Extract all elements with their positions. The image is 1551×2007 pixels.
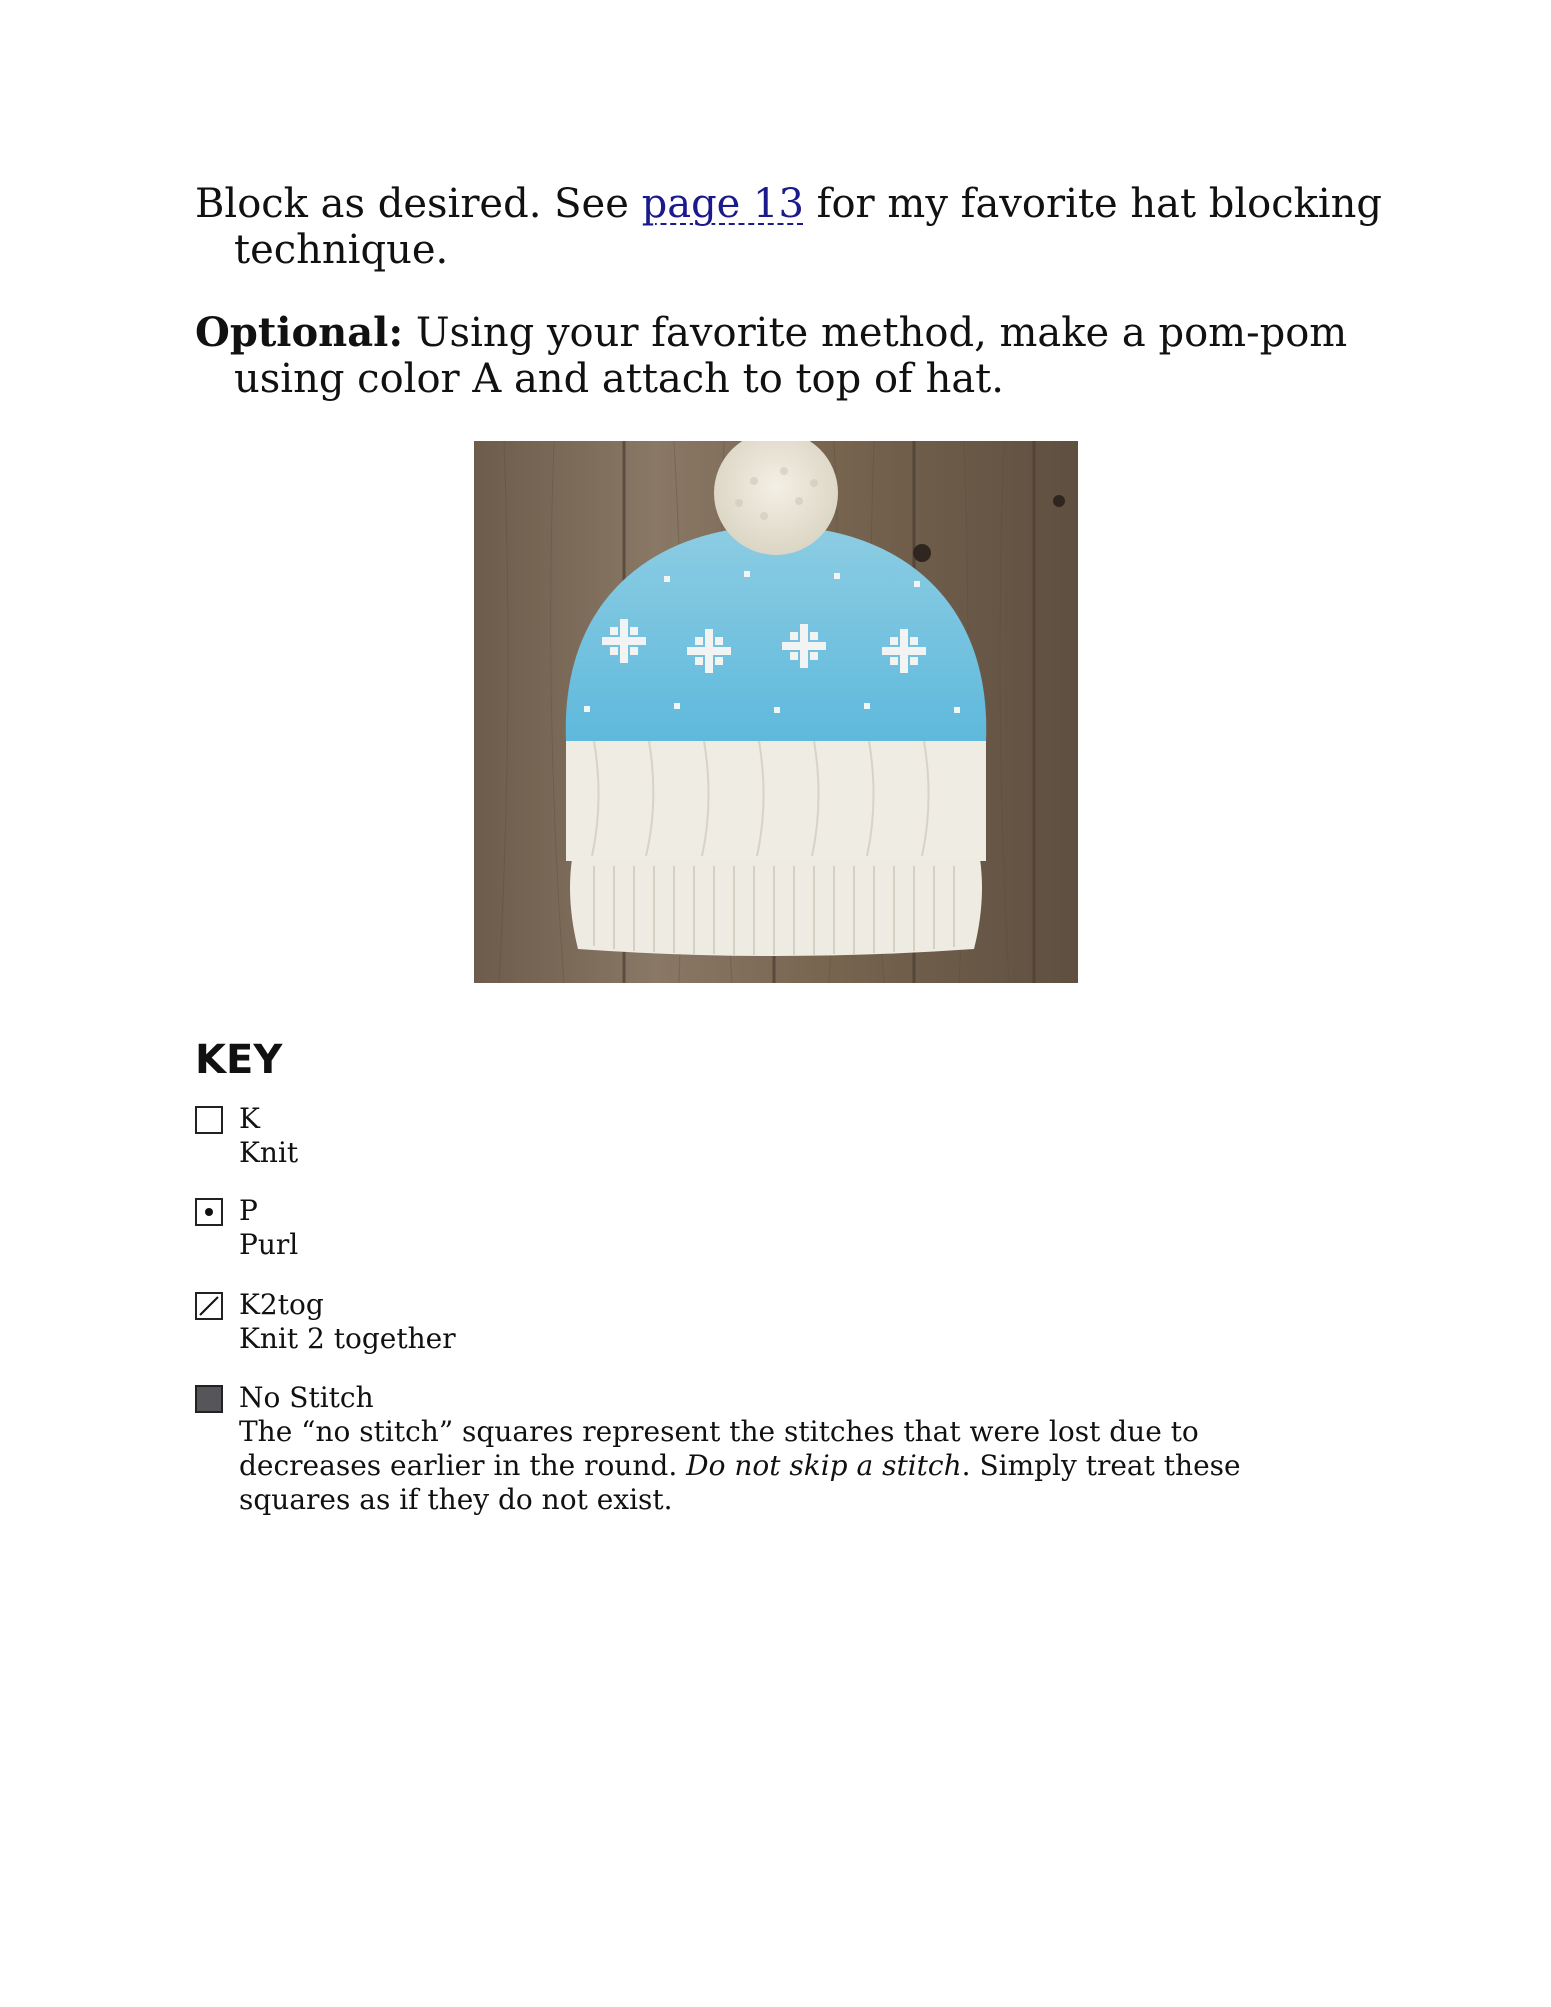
key-item-knit	[195, 1102, 1345, 1170]
page-13-link[interactable]: page 13	[641, 181, 804, 227]
key-item-purl	[195, 1194, 1345, 1262]
optional-paragraph: Optional: Using your favorite method, make a pom-pom using color A and attach to top of hat.	[195, 309, 1348, 402]
key-abbr: K	[239, 1102, 260, 1135]
slash-square-icon	[195, 1292, 223, 1320]
key-abbr: K2tog	[239, 1288, 324, 1321]
key-desc: Purl	[239, 1228, 299, 1261]
key-item-k2tog	[195, 1288, 1345, 1356]
dot-square-icon	[195, 1198, 223, 1226]
optional-label: Optional:	[195, 309, 404, 356]
key-desc: Knit 2 together	[239, 1322, 456, 1355]
key-desc: Knit	[239, 1136, 299, 1169]
filled-square-icon	[195, 1385, 223, 1413]
blocking-paragraph: Block as desired. See page 13 for my favorite hat blocking technique.	[195, 181, 1383, 273]
key-desc-emphasis: Do not skip a stitch	[686, 1449, 962, 1482]
key-abbr: P	[239, 1194, 258, 1227]
hat-photo	[474, 441, 1078, 983]
key-abbr: No Stitch	[239, 1381, 374, 1414]
empty-square-icon	[195, 1106, 223, 1134]
key-heading: KEY	[195, 1037, 283, 1083]
key-desc: The “no stitch” squares represent the stitches that were lost due to decreases earlier in the round. Do not skip a stitch. Simply treat these squares as if they do not exist.	[239, 1415, 1241, 1516]
key-item-no-stitch	[195, 1381, 1345, 1517]
